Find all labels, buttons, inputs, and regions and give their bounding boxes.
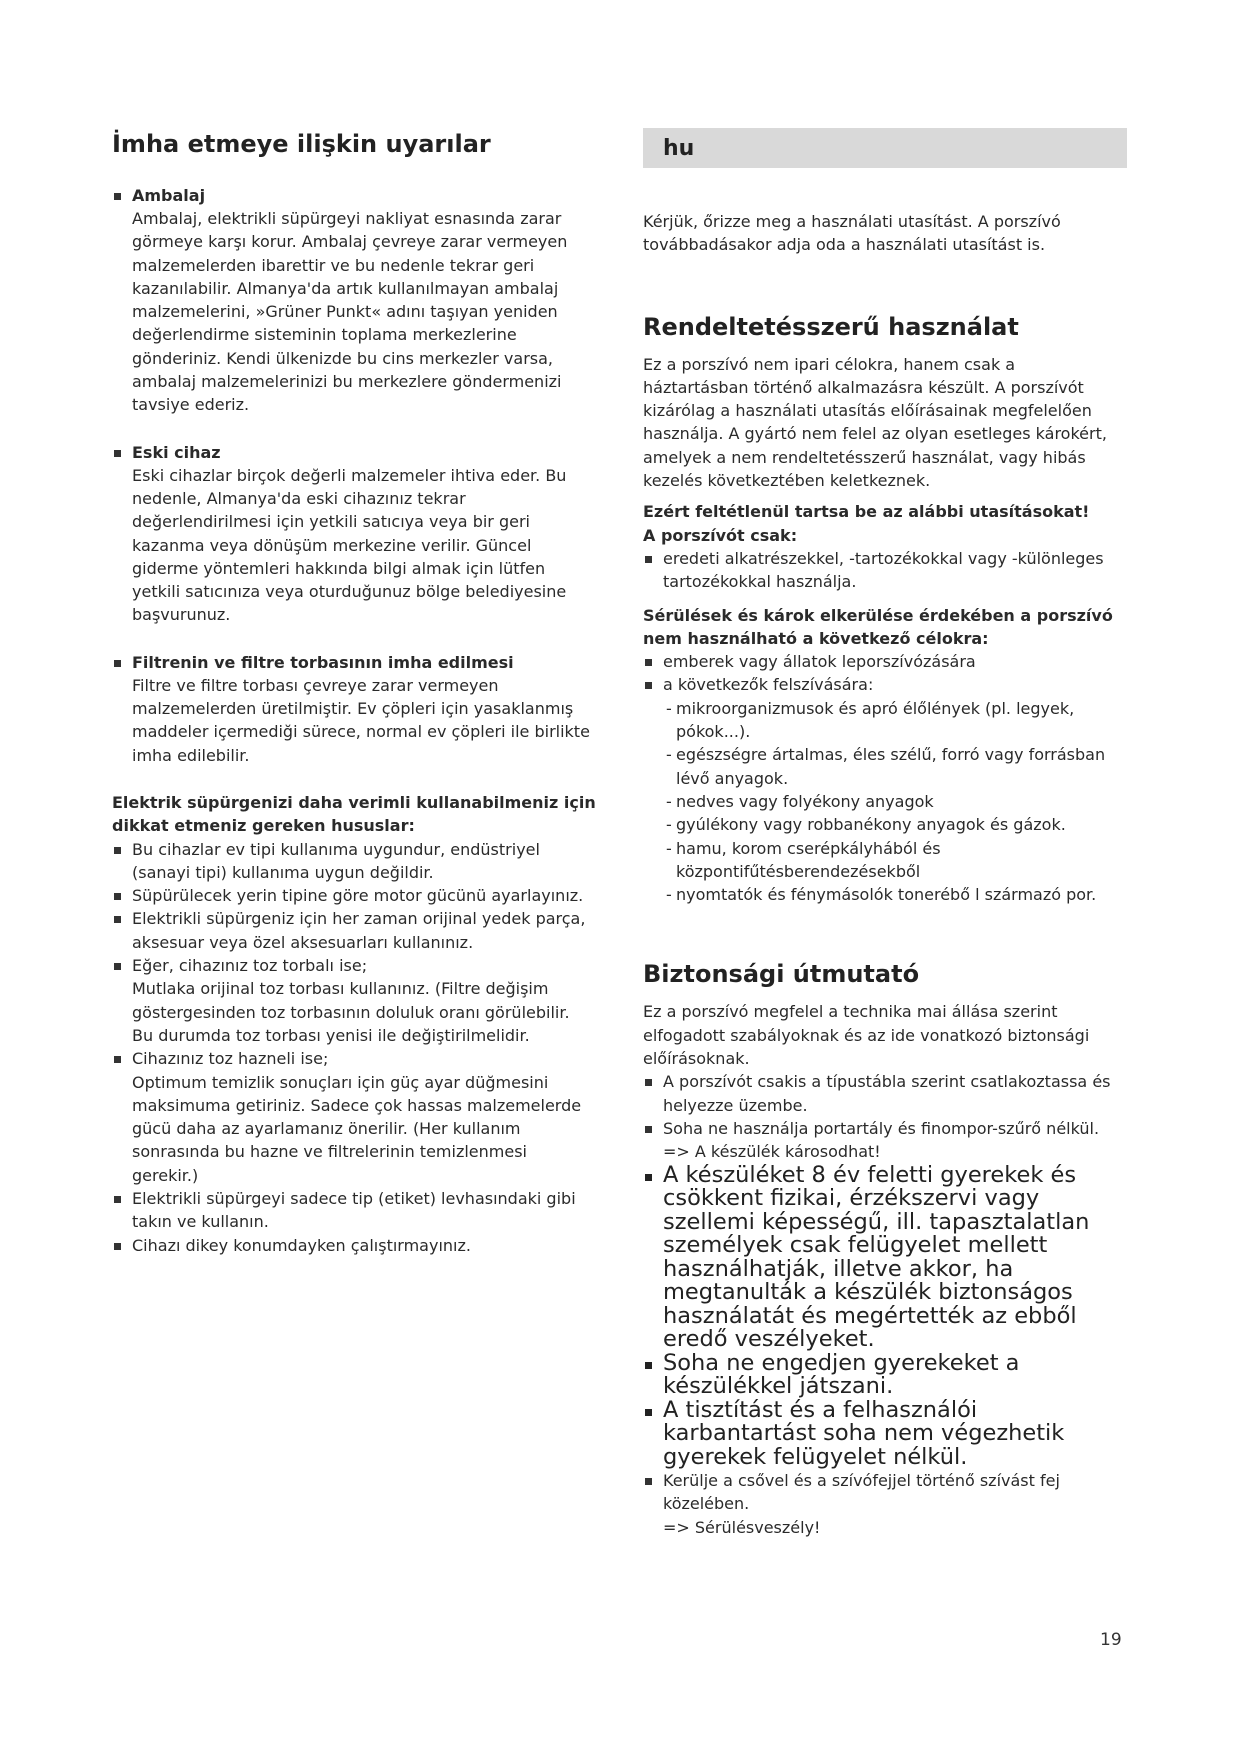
list-item-extra: Optimum temizlik sonuçları için güç ayar düğmesini maksimuma getiriniz. Sadece çok hassas malzemelerde gücü daha az ayarlamanız önerilir. (Her kullanım sonrasında bu hazne ve filtrelerinin temizlenmesi gerekir.) [132, 1072, 582, 1185]
filter-section [112, 651, 598, 767]
list-item: emberek vagy állatok leporszívózására [643, 650, 1125, 673]
old-device-text: Eski cihazlar birçok değerli malzemeler ihtiva eder. Bu nedenle, Almanya'da eski cihazınız tekrar değerlendirilmesi için yetkili satıcıya veya bir geri kazanma veya dönüşüm merkezine verilir. Güncel giderme yöntemleri hakkında bilgi almak için lütfen yetkili satıcınıza veya oturduğunuz bölge belediyesine başvurunuz. [132, 465, 567, 625]
language-bar [643, 128, 1127, 168]
list-item [112, 954, 598, 1047]
language-code: hu [663, 136, 695, 161]
sub-list-text: hamu, korom cserépkályhából és központifűtésberendezésekből [676, 838, 941, 881]
old-device-section [112, 441, 598, 627]
sub-list-text: gyúlékony vagy robbanékony anyagok és gázok. [676, 815, 1066, 835]
left-column [112, 128, 598, 1257]
sub-list-text: egészségre ártalmas, éles szélű, forró vagy forrásban lévő anyagok. [676, 745, 1106, 788]
intended-use-text: Ez a porszívó nem ipari célokra, hanem csak a háztartásban történő alkalmazásra készült. A porszívót kizárólag a használati utasítás előírásainak megfelelően használja. A gyártó nem felel az olyan esetleges károkért, amelyek a nem rendeltetésszerű használat, vagy hibás kezelés következtében keletkeznek. [643, 354, 1107, 491]
last-safety-list [643, 1469, 1125, 1539]
disposal-title: İmha etmeye ilişkin uyarılar [112, 130, 491, 158]
sub-list-item: - hamu, korom cserépkályhából és központifűtésberendezésekből [666, 838, 941, 881]
sub-list-item: - nedves vagy folyékony anyagok [666, 791, 934, 811]
sub-list-text: nedves vagy folyékony anyagok [676, 791, 934, 811]
list-item-text: Kerülje a csővel és a szívófejjel történő szívást fej közelében. [663, 1471, 1060, 1514]
not-sublist [643, 697, 1125, 907]
list-item: Soha ne engedjen gyerekeket a készülékkel játszani. [643, 1352, 1125, 1399]
warning-note: => A készülék károsodhat! [663, 1142, 881, 1162]
list-item: A készüléket 8 év feletti gyerekek és csökkent fizikai, érzékszervi vagy szellemi képességű, ill. tapasztalatlan személyek csak felügyelet mellett használhatják, illetve akkor, ha megtanulták a készülék biztonságos használatát és megértették az ebből eredő veszélyeket. [643, 1164, 1125, 1352]
safety-title: Biztonsági útmutató [643, 960, 920, 989]
not-heading: Sérülések és károk elkerülése érdekében a porszívó nem használható a következő célokra: [643, 605, 1113, 648]
list-item: eredeti alkatrészekkel, -tartozékokkal vagy -különleges tartozékokkal használja. [643, 547, 1125, 594]
sub-list-item: - egészségre ártalmas, éles szélű, forró vagy forrásban lévő anyagok. [666, 745, 1106, 788]
list-item: Elektrikli süpürgeyi sadece tip (etiket) levhasındaki gibi takın ve kullanın. [112, 1187, 598, 1234]
filter-heading: Filtrenin ve filtre torbasının imha edilmesi [112, 651, 598, 674]
sub-list-item: - mikroorganizmusok és apró élőlények (pl. legyek, pókok...). [666, 698, 1075, 742]
intro-text: Kérjük, őrizze meg a használati utasítást. A porszívó továbbadásakor adja oda a használati utasítást is. [643, 212, 1061, 255]
list-item-extra: Mutlaka orijinal toz torbası kullanınız. (Filtre değişim göstergesinden toz torbasının doluluk oranı görülebilir. [132, 979, 570, 1022]
list-item: Süpürülecek yerin tipine göre motor gücünü ayarlayınız. [112, 884, 598, 907]
sub-list-text: mikroorganizmusok és apró élőlények (pl. legyek, pókok...). [676, 698, 1075, 742]
intended-use-title: Rendeltetésszerű használat [643, 312, 1019, 341]
packaging-section [112, 184, 598, 417]
old-device-heading: Eski cihaz [112, 441, 598, 464]
list-item-text: Cihazınız toz hazneli ise; [132, 1049, 329, 1069]
list-item: A tisztítást és a felhasználói karbantartást soha nem végezhetik gyerekek felügyelet nélkül. [643, 1399, 1125, 1470]
big-safety-list [643, 1161, 1125, 1470]
list-item [112, 1047, 598, 1187]
list-item [643, 1117, 1125, 1164]
sub-list-text: nyomtatók és fénymásolók tonerébő l származó por. [676, 885, 1097, 905]
not-list [643, 650, 1125, 697]
list-item-text: Eğer, cihazınız toz torbalı ise; [132, 956, 368, 976]
list-item: Elektrikli süpürgeniz için her zaman orijinal yedek parça, aksesuar veya özel aksesuarları kullanınız. [112, 907, 598, 954]
list-item: A porszívót csakis a típustábla szerint csatlakoztassa és helyezze üzembe. [643, 1070, 1125, 1117]
warning-note: => Sérülésveszély! [663, 1517, 821, 1537]
filter-text: Filtre ve filtre torbası çevreye zarar vermeyen malzemelerden üretilmiştir. Ev çöpleri için yasaklanmış maddeler içermediği sürece, normal ev çöpleri ile birlikte imha edilebilir. [132, 675, 590, 765]
sub-list-item: - gyúlékony vagy robbanékony anyagok és gázok. [666, 815, 1066, 835]
sub-list-item: - nyomtatók és fénymásolók tonerébő l származó por. [666, 885, 1097, 905]
page-number: 19 [1100, 1630, 1122, 1650]
list-item-text: Soha ne használja portartály és finompor-szűrő nélkül. [663, 1118, 1100, 1138]
list-item: Cihazı dikey konumdayken çalıştırmayınız. [112, 1234, 598, 1257]
tips-list [112, 838, 598, 1257]
list-item: Bu cihazlar ev tipi kullanıma uygundur, endüstriyel (sanayi tipi) kullanıma uygun değildir. [112, 838, 598, 885]
right-column [643, 210, 1125, 1539]
safety-list [643, 1070, 1125, 1163]
tips-heading: Elektrik süpürgenizi daha verimli kullanabilmeniz için dikkat etmeniz gereken hususlar: [112, 792, 596, 836]
packaging-text: Ambalaj, elektrikli süpürgeyi nakliyat esnasında zarar görmeye karşı korur. Ambalaj çevreye zarar vermeyen malzemelerden ibarettir ve bu nedenle tekrar geri kazanılabilir. Almanya'da artık kullanılmayan ambalaj malzemelerini, »Grüner Punkt« adını taşıyan yeniden değerlendirme sisteminin toplama merkezlerine gönderiniz. Kendi ülkenizde bu cins merkezler varsa, ambalaj malzemelerinizi bu merkezlere göndermenizi tavsiye ederiz. [132, 209, 568, 415]
list-item: a következők felszívására: [643, 673, 1125, 696]
list-item-extra: Bu durumda toz torbası yenisi ile değiştirilmelidir. [132, 1025, 530, 1045]
list-item [643, 1469, 1125, 1539]
tips-section [112, 791, 598, 1257]
must-heading-2: A porszívót csak: [643, 525, 798, 545]
safety-text: Ez a porszívó megfelel a technika mai állása szerint elfogadott szabályoknak és az ide vonatkozó biztonsági előírásoknak. [643, 1002, 1090, 1069]
must-list [643, 547, 1125, 594]
must-heading-1: Ezért feltétlenül tartsa be az alábbi utasításokat! [643, 502, 1090, 522]
packaging-heading: Ambalaj [112, 184, 598, 207]
